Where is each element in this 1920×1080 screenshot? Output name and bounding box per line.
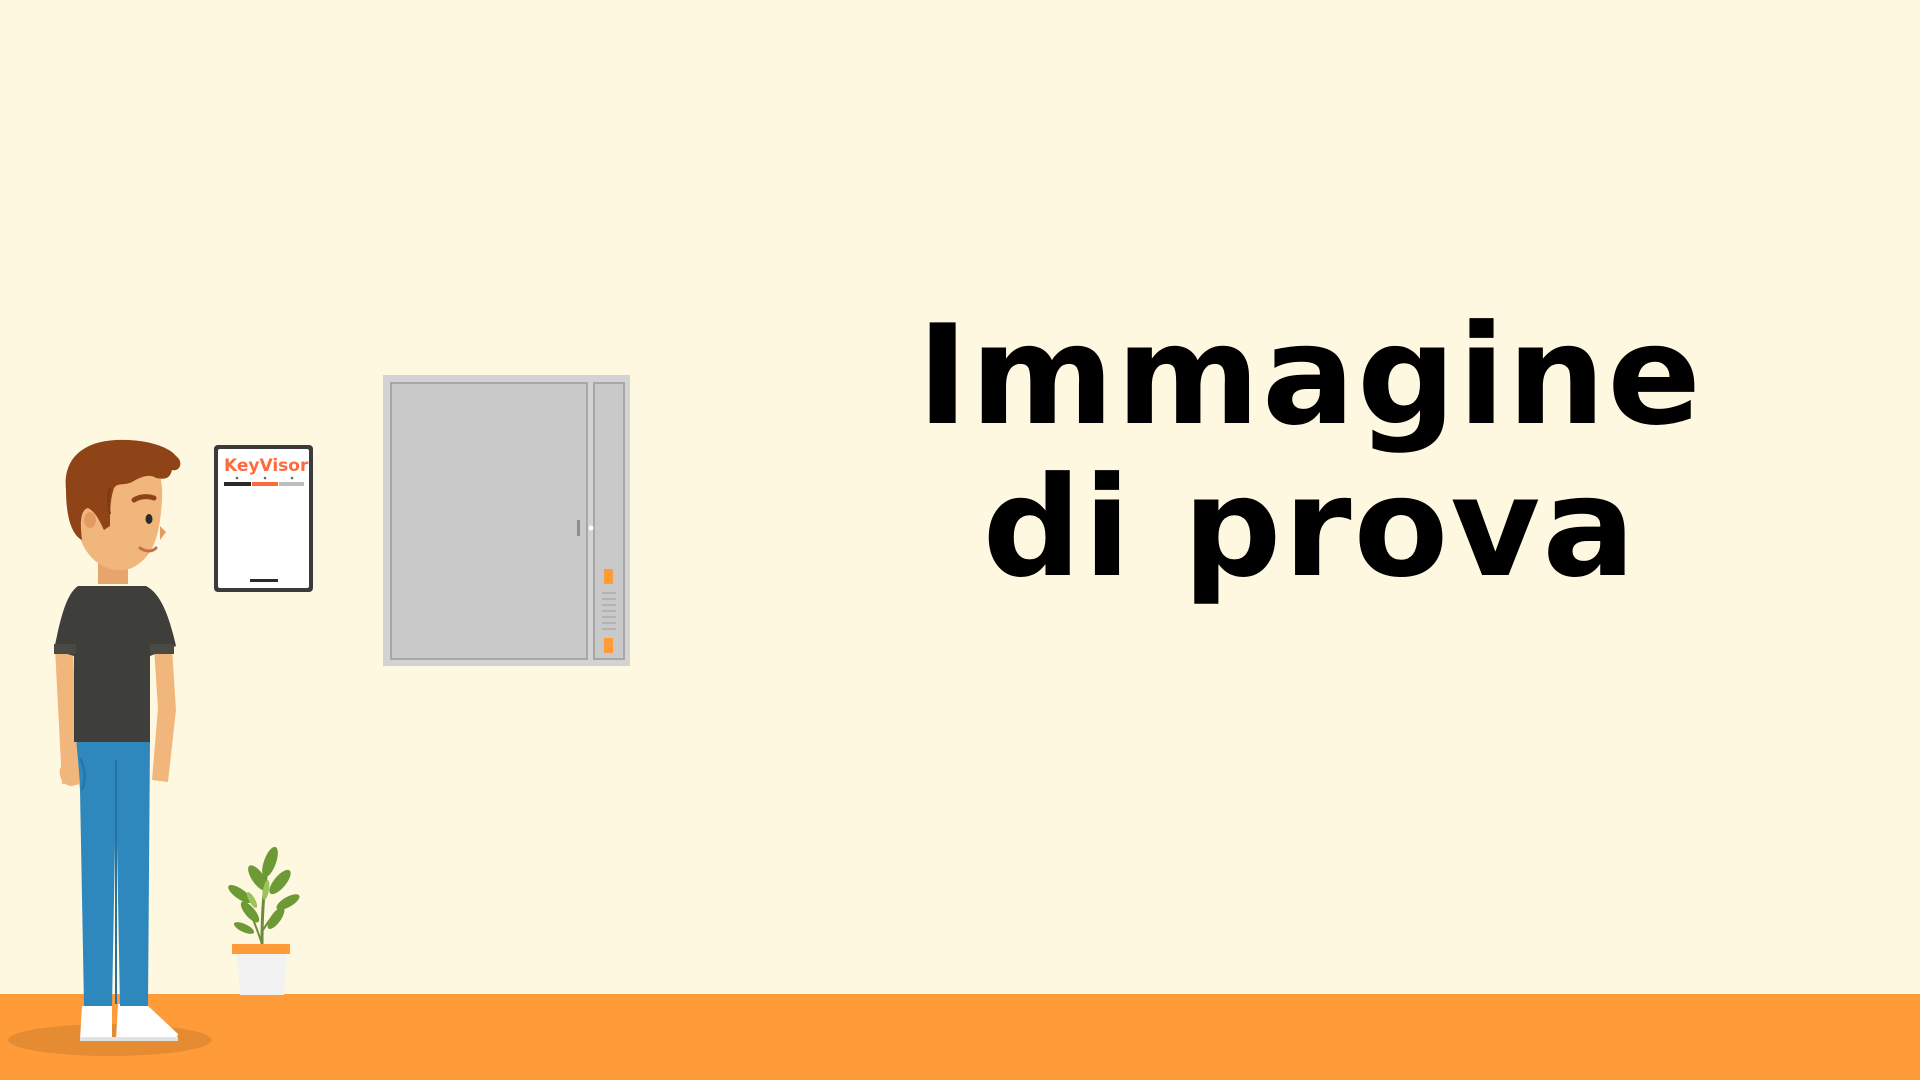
keyvisor-reader	[214, 445, 313, 592]
reader-slot	[250, 579, 278, 582]
person	[8, 440, 212, 1056]
page-title	[820, 295, 1800, 608]
keyvisor-logo: KeyVisor	[224, 456, 309, 476]
cabinet-light-top	[604, 569, 613, 584]
potted-plant	[226, 845, 302, 995]
cabinet-light-bottom	[604, 638, 613, 653]
cabinet-handle	[577, 520, 580, 536]
title-line-2: di prova	[982, 447, 1638, 608]
title-line-1: Immagine	[917, 295, 1703, 456]
cabinet	[383, 375, 630, 666]
